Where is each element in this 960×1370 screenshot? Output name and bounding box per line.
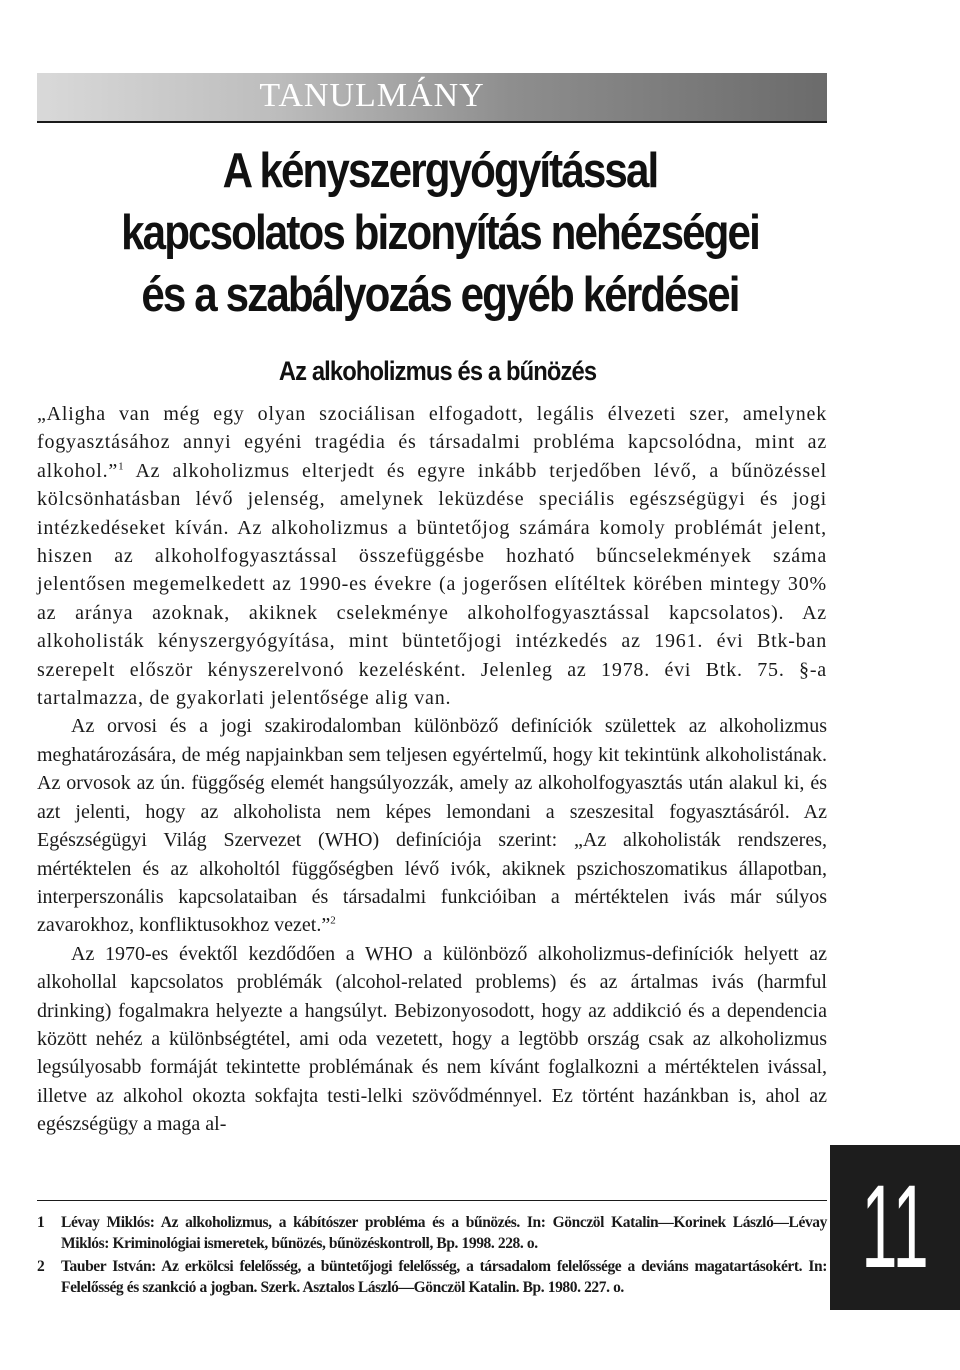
page-number-box: [830, 1145, 960, 1310]
paragraph-text: Az 1970-es évektől kezdődően a WHO a különböző alkoholizmus-definíciók helyett az alkohollal kapcsolatos problémák (alcohol-related problems) és az ártalmas ivás (harmful drinking) fogalmakra helyezte a hangsúlyt. Bebizonyosodott, hogy az addikció és a dependencia között nehéz a különbségtétel, ami oda vezetett, hogy a legtöbb ország csak az alkoholizmus legsúlyosabb formáját tekintette problémának és nem kívánt foglalkozni a mértéktelen ivással, illetve az alkohol okozta sokfajta testi-lelki szövődménnyel. Ez történt hazánkban is, ahol az egészségügy a maga al-: [37, 942, 827, 1136]
article-title: [113, 140, 767, 326]
paragraph: [37, 712, 827, 939]
article-body: [37, 400, 827, 1139]
footnote-ref: 2: [330, 914, 336, 927]
paragraph-text: Az alkoholizmus elterjedt és egyre inkább terjedőben lévő, a bűnözéssel kölcsönhatásban lévő jelenség, amelynek leküzdése speciális egészségügyi és jogi intézkedéseket kíván. Az alkoholizmus a büntetőjog számára komoly problémát jelent, hiszen az alkoholfogyasztással összefüggésbe hozható bűncselekmények száma jelentősen megemelkedett az 1990-es évekre (a jogerősen elítéltek körében mintegy 30% az aránya azoknak, akiknek cselekménye alkoholfogyasztással kapcsolatos). Az alkoholisták kényszergyógyítása, mint büntetőjogi intézkedés az 1961. évi Btk-ban szerepelt először kényszerelvonó kezelésként. Jelenleg az 1978. évi Btk. 75. §-a tartalmazza, de gyakorlati jelentősége alig van.: [37, 459, 827, 710]
footnote-ref: 1: [118, 460, 125, 473]
footnote: [37, 1212, 827, 1254]
footnotes: [37, 1212, 827, 1300]
title-line: kapcsolatos bizonyítás nehézségei: [121, 206, 759, 260]
section-header-label: TANULMÁNY: [259, 77, 485, 114]
page-number: 11: [861, 1161, 929, 1293]
section-header-band: [37, 73, 827, 123]
footnote-divider: [37, 1200, 827, 1201]
paragraph: [37, 940, 827, 1139]
footnote-text: Tauber István: Az erkölcsi felelősség, a büntetőjogi felelősség, a társadalom felelőssége a deviáns magatartásokért. In: Felelősség és szankció a jogban. Szerk. Asztalos László—Gönczöl Katalin. Bp. 1980. 227. o.: [61, 1258, 827, 1296]
footnote-number: 1: [37, 1214, 45, 1231]
title-line: A kényszergyógyítással: [222, 144, 658, 198]
paragraph: [37, 400, 827, 712]
paragraph-text: Az orvosi és a jogi szakirodalomban különböző definíciók születtek az alkoholizmus meghatározására, de még napjainkban sem teljesen egyértelmű, hogy kit tekintünk alkoholistának. Az orvosok az ún. függőség elemét hangsúlyozzák, amely az alkoholfogyasztás után alakul ki, és azt jelenti, hogy az alkoholista nem képes lemondani a szeszesital fogyasztásáról. Az Egészségügyi Világ Szervezet (WHO) definíciója szerint: „Az alkoholisták rendszeres, mértéktelen és az alkoholtól függőségben lévő ivók, akiknek pszichoszomatikus állapotban, interperszonális kapcsolataiban és társadalmi funkcióiban a mértéktelen ivás már súlyos zavarokhoz, konfliktusokhoz vezet.”: [37, 715, 827, 937]
paragraph-text: „Aligha van még egy olyan szociálisan elfogadott, legális élvezeti szer, amelynek fogyasztásához annyi egyéni tragédia és társadalmi probléma kapcsolódna, mint az alkohol.”: [37, 403, 827, 482]
footnote: [37, 1256, 827, 1298]
footnote-number: 2: [37, 1258, 45, 1275]
section-heading: Az alkoholizmus és a bűnözés: [278, 356, 597, 386]
title-line: és a szabályozás egyéb kérdései: [141, 268, 739, 322]
footnote-text: Lévay Miklós: Az alkoholizmus, a kábítószer probléma és a bűnözés. In: Gönczöl Katalin—Korinek László—Lévay Miklós: Kriminológiai ismeretek, bűnözés, bűnözéskontroll, Bp. 1998. 228. o.: [61, 1214, 827, 1252]
